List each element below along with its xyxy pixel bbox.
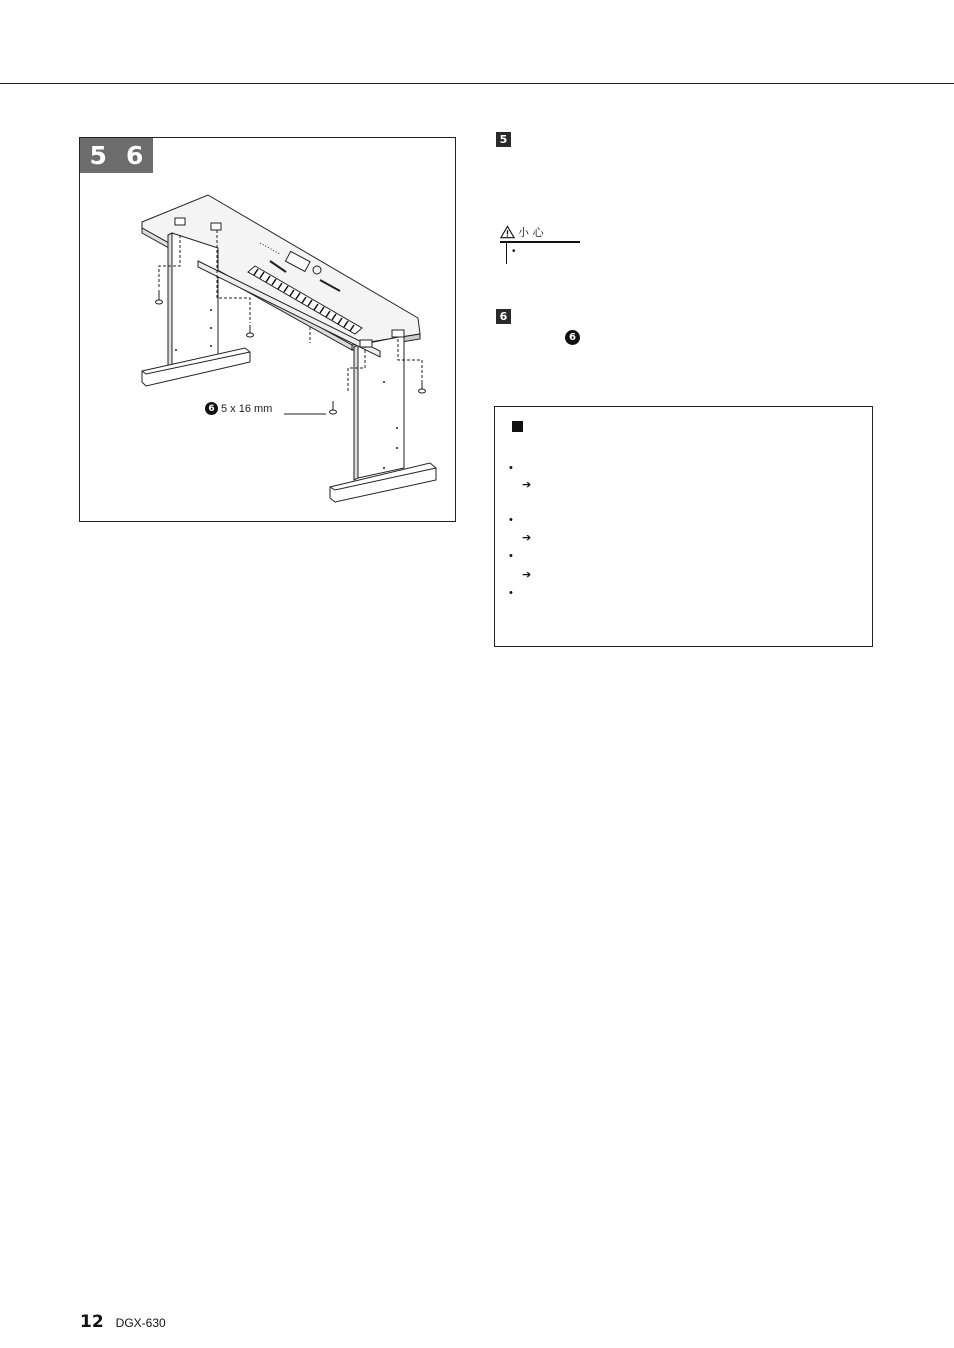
checklist-bullet: • (509, 514, 513, 526)
model-name: DGX-630 (115, 1316, 166, 1330)
step-6-marker: 6 (496, 309, 511, 324)
checklist-arrow-icon: ➔ (522, 478, 532, 491)
checklist-heading-square-icon (512, 421, 523, 432)
warning-triangle-icon (500, 225, 515, 239)
step-5-marker: 5 (496, 132, 511, 147)
caution-title: 小 心 (518, 226, 544, 239)
header-rule (0, 83, 954, 84)
badge-step-start: 5 (89, 141, 107, 170)
checklist-bullet: • (509, 550, 513, 562)
screw-size-text: 5 x 16 mm (221, 402, 273, 415)
caution-heading (500, 224, 580, 243)
assembly-checklist (494, 406, 873, 647)
keyboard-stand-illustration (80, 138, 456, 522)
step-6-screw-ref: 6 (565, 330, 580, 345)
checklist-bullet: • (509, 587, 513, 599)
caution-side-rule (506, 242, 507, 264)
caution-block (500, 224, 580, 257)
caution-bullet: • (512, 246, 516, 257)
checklist-arrow-icon: ➔ (522, 531, 532, 544)
assembly-figure (79, 137, 456, 522)
badge-step-end: 6 (126, 141, 144, 170)
checklist-arrow-icon: ➔ (522, 568, 532, 581)
step-range-badge (80, 138, 153, 173)
page-footer (80, 1312, 166, 1332)
checklist-bullet: • (509, 462, 513, 474)
screw-size-label (205, 402, 272, 415)
page-number: 12 (80, 1312, 104, 1332)
screw-ref-number: 6 (205, 402, 218, 415)
